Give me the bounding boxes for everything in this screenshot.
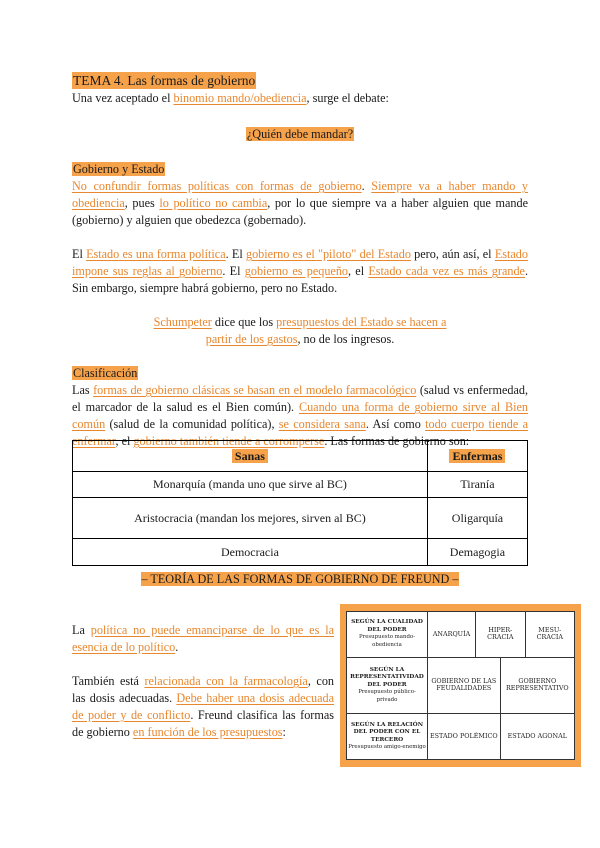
freund-heading: – TEORÍA DE LAS FORMAS DE GOBIERNO DE FREUND – [141, 572, 459, 586]
formas-gobierno-table [72, 440, 528, 566]
table-row: Monarquía (manda uno que sirve al BC) Tiranía [73, 472, 528, 498]
gobierno-estado-heading: Gobierno y Estado [73, 162, 165, 176]
clasificacion-heading: Clasificación [73, 366, 138, 380]
freund-diagram-frame [340, 604, 581, 767]
gobierno-paragraph-2: El Estado es una forma política. El gobierno es el "piloto" del Estado pero, aún así, el Estado impone sus reglas al gobierno. El gobierno es pequeño, el Estado cada vez es más grande. Sin embargo, siempre habrá gobierno, pero no Estado. [72, 247, 528, 295]
freund-diagram: SEGÚN LA CUALIDAD DEL PODER Presupuesto mando-obediencia ANARQUÍA HIPER-CRACIA MESU-CRACIA SEGÚN LA REPRESENTATIVIDAD DEL PODER Presupuesto público-privado GOBIERNO DE LAS FEUDALIDADES GOBIERNO REPRESENTATIVO SEGÚN LA RELACIÓN DEL PODER CON EL TERCERO Presupuesto amigo-enemigo ESTADO POLÉMICO ESTADO AGONAL [346, 611, 575, 760]
freund-paragraph-2: También está relacionada con la farmacología, con las dosis adecuadas. Debe haber una dosis adecuada de poder y de conflicto. Freund clasifica las formas de gobierno en función de los presupuestos: [72, 674, 335, 739]
diagram-row-head: SEGÚN LA REPRESENTATIVIDAD DEL PODER Presupuesto público-privado [347, 657, 428, 713]
diagram-row-head: SEGÚN LA CUALIDAD DEL PODER Presupuesto mando-obediencia [347, 612, 428, 658]
gobierno-paragraph-1: No confundir formas políticas con formas de gobierno. Siempre va a haber mando y obediencia, pues lo político no cambia, por lo que siempre va a haber alguien que mande (gobierno) y alguien que obedezca (gobernado). [72, 179, 529, 227]
intro-paragraph: Una vez aceptado el binomio mando/obediencia, surge el debate: [72, 91, 389, 105]
binomio-link: binomio mando/obediencia [173, 91, 307, 105]
schumpeter-paragraph: Schumpeter dice que los presupuestos del Estado se hacen a partir de los gastos, no de los ingresos. [153, 315, 447, 346]
table-header-sanas: Sanas [73, 441, 428, 472]
freund-paragraph-1: La política no puede emanciparse de lo que es la esencia de lo político. [72, 623, 334, 654]
freund-text [72, 622, 334, 741]
page-content [72, 72, 528, 450]
table-header-enfermas: Enfermas [427, 441, 527, 472]
tema-title: TEMA 4. Las formas de gobierno [73, 73, 256, 88]
table-row: Democracia Demagogia [73, 539, 528, 566]
diagram-row-head: SEGÚN LA RELACIÓN DEL PODER CON EL TERCERO Presupuesto amigo-enemigo [347, 714, 428, 760]
question-heading: ¿Quién debe mandar? [246, 127, 354, 141]
clasificacion-paragraph: Las formas de gobierno clásicas se basan en el modelo farmacológico (salud vs enfermedad, el marcador de la salud es el Bien común). Cuando una forma de gobierno sirve al Bien común (salud de la comunidad política), se considera sana. Así como todo cuerpo tiende a enfermar, el gobierno también tiende a corromperse. Las formas de gobierno son: [72, 383, 528, 448]
table-row: Aristocracia (mandan los mejores, sirven al BC) Oligarquía [73, 498, 528, 539]
